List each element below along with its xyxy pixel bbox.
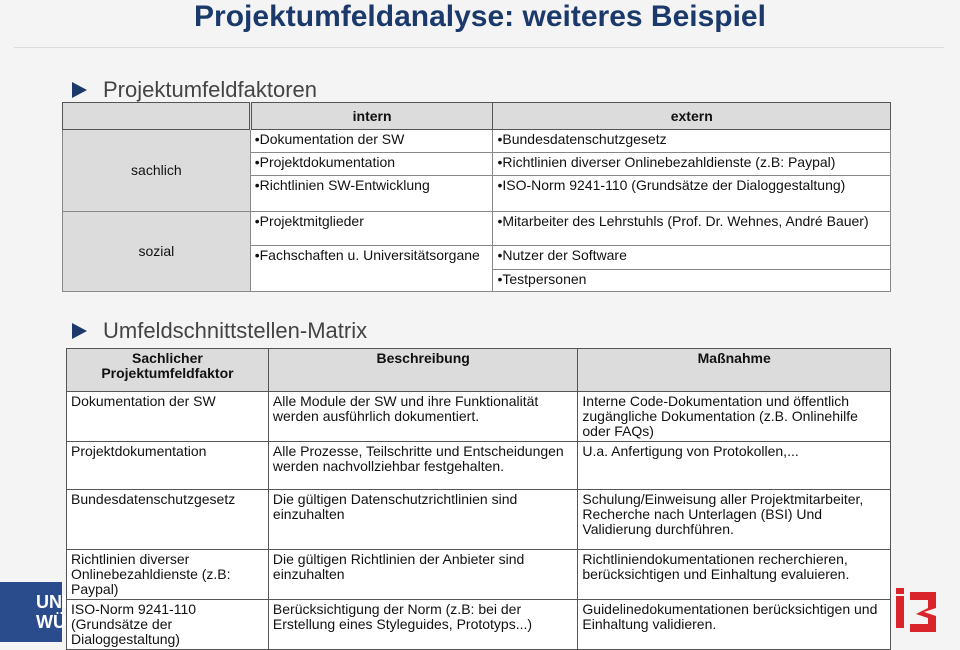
chair-logo-icon — [892, 586, 942, 638]
section-heading-factors-text: Projektumfeldfaktoren — [103, 77, 317, 102]
table-row — [67, 490, 891, 550]
table-cell: •Richtlinien SW-Entwicklung — [250, 176, 493, 212]
table-cell: U.a. Anfertigung von Protokollen,... — [578, 442, 891, 490]
table-cell: Bundesdatenschutzgesetz — [67, 490, 269, 550]
table-cell: •Richtlinien diverser Onlinebezahldienste (z.B: Paypal) — [493, 153, 891, 176]
table-cell: •Projektmitglieder — [250, 212, 493, 246]
column-header-factor: Sachlicher Projektumfeldfaktor — [67, 349, 269, 392]
table-cell: •Nutzer der Software — [493, 246, 891, 270]
table-cell: •Testpersonen — [493, 270, 891, 292]
page-title: Projektumfeldanalyse: weiteres Beispiel — [194, 0, 766, 33]
table-cell: Die gültigen Datenschutzrichtlinien sind einzuhalten — [268, 490, 577, 550]
factors-table — [62, 102, 891, 292]
university-logo: UNI WÜ — [0, 582, 62, 642]
table-row — [67, 550, 891, 600]
table-row — [67, 600, 891, 650]
table-cell: ISO-Norm 9241-110 (Grundsätze der Dialoggestaltung) — [67, 600, 269, 650]
table-cell: •Projektdokumentation — [250, 153, 493, 176]
table-corner-cell — [63, 103, 251, 130]
column-header-description: Beschreibung — [268, 349, 577, 392]
table-cell: Richtliniendokumentationen recherchieren, berücksichtigen und Einhaltung evaluieren. — [578, 550, 891, 600]
table-row — [67, 392, 891, 442]
table-cell: Alle Module der SW und ihre Funktionalität werden ausführlich dokumentiert. — [268, 392, 577, 442]
table-cell: Richtlinien diverser Onlinebezahldienste (z.B: Paypal) — [67, 550, 269, 600]
column-header-measure: Maßnahme — [578, 349, 891, 392]
table-cell: Dokumentation der SW — [67, 392, 269, 442]
column-header-intern: intern — [250, 103, 493, 130]
table-cell: •Fachschaften u. Universitätsorgane — [250, 246, 493, 292]
table-cell: Interne Code-Dokumentation und öffentlich zugängliche Dokumentation (z.B. Onlinehilfe oder FAQs) — [578, 392, 891, 442]
table-row — [67, 442, 891, 490]
row-header-sozial: sozial — [63, 212, 251, 292]
table-cell: Projektdokumentation — [67, 442, 269, 490]
table-cell: Berücksichtigung der Norm (z.B: bei der Erstellung eines Styleguides, Prototyps...) — [268, 600, 577, 650]
bullet-triangle-icon — [72, 82, 87, 98]
table-cell: •ISO-Norm 9241-110 (Grundsätze der Dialoggestaltung) — [493, 176, 891, 212]
section-heading-factors — [72, 77, 317, 103]
row-header-sachlich: sachlich — [63, 130, 251, 212]
column-header-extern: extern — [493, 103, 891, 130]
table-cell: •Bundesdatenschutzgesetz — [493, 130, 891, 153]
table-cell: •Dokumentation der SW — [250, 130, 493, 153]
table-cell: •Mitarbeiter des Lehrstuhls (Prof. Dr. Wehnes, André Bauer) — [493, 212, 891, 246]
interface-matrix-table — [66, 348, 891, 650]
table-cell: Die gültigen Richtlinien der Anbieter sind einzuhalten — [268, 550, 577, 600]
table-cell: Guidelinedokumentationen berücksichtigen und Einhaltung validieren. — [578, 600, 891, 650]
title-divider — [14, 47, 944, 48]
section-heading-matrix — [72, 318, 367, 344]
table-cell: Alle Prozesse, Teilschritte und Entscheidungen werden nachvollziehbar festgehalten. — [268, 442, 577, 490]
table-cell: Schulung/Einweisung aller Projektmitarbeiter, Recherche nach Unterlagen (BSI) Und Validierung durchführen. — [578, 490, 891, 550]
bullet-triangle-icon — [72, 323, 87, 339]
section-heading-matrix-text: Umfeldschnittstellen-Matrix — [103, 318, 368, 343]
